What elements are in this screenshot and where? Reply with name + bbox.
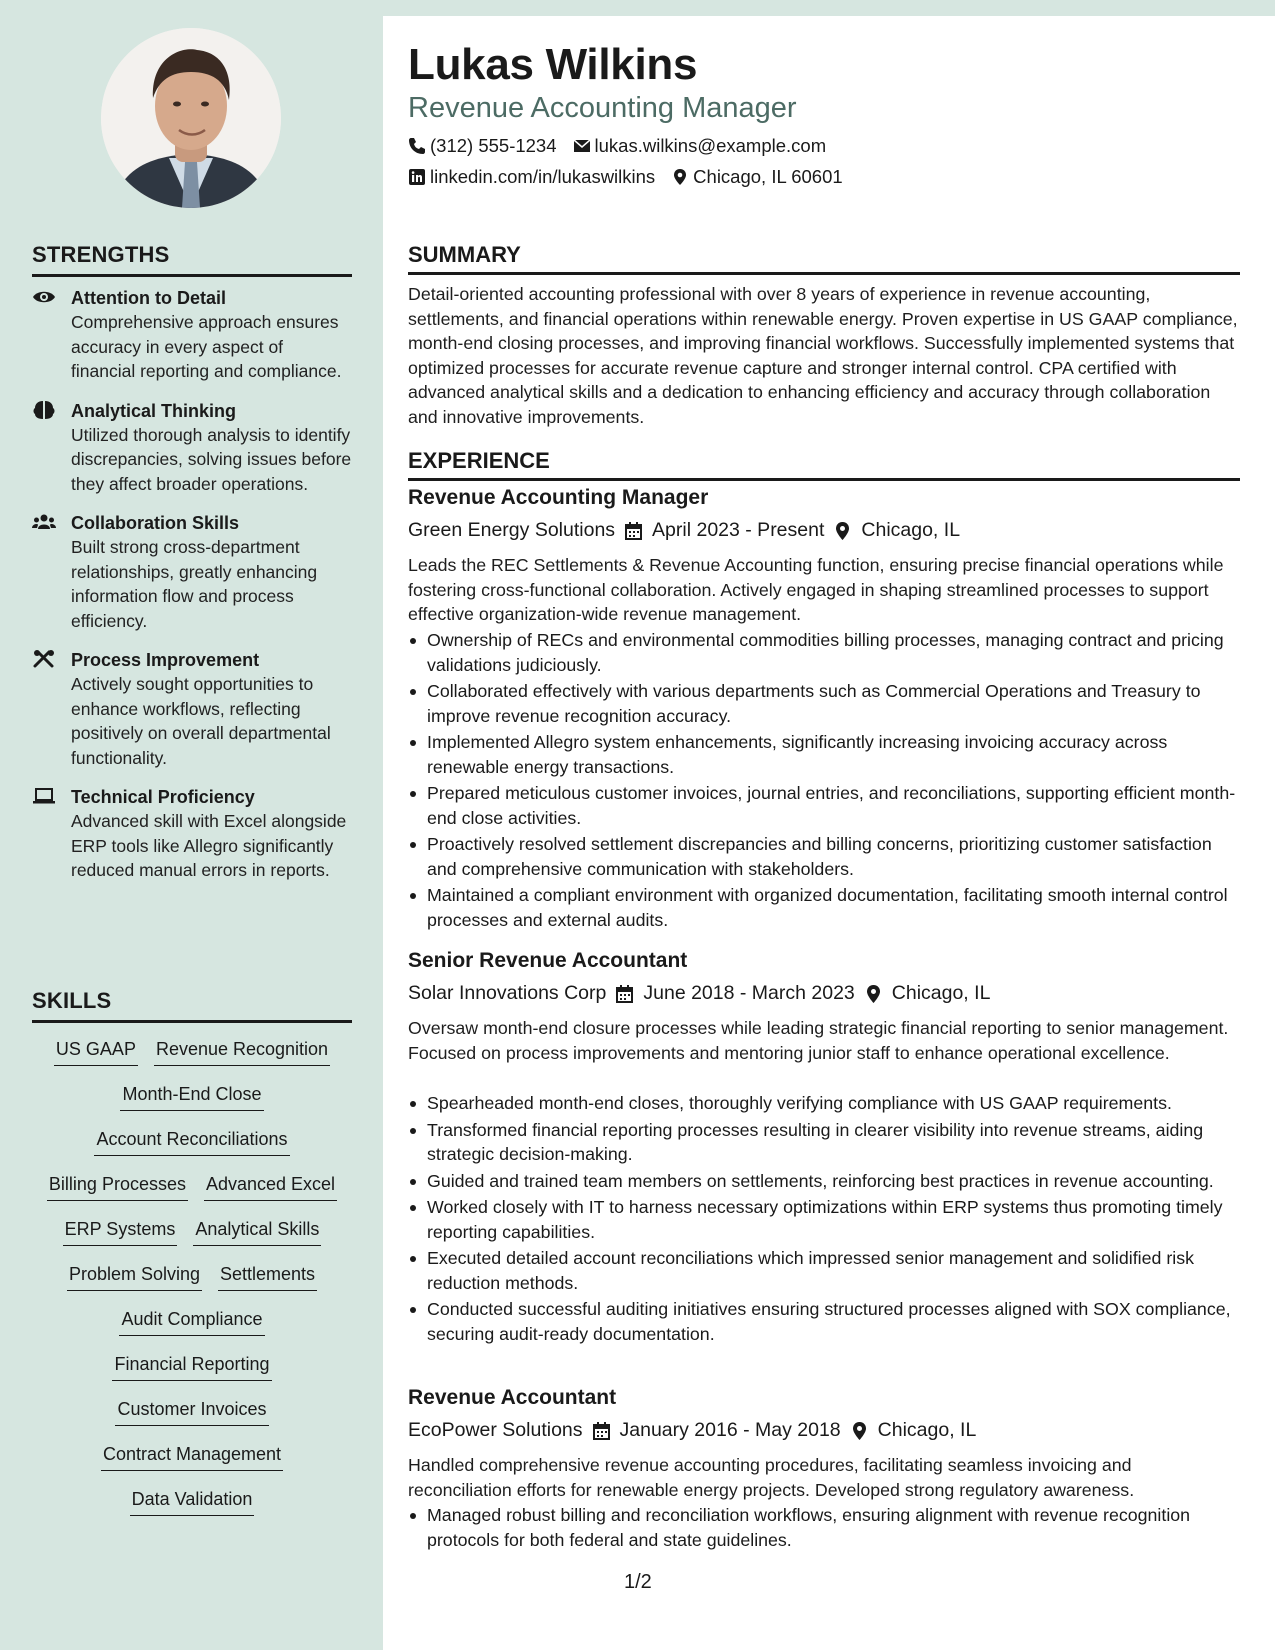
email-link[interactable]: lukas.wilkins@example.com xyxy=(594,135,827,156)
location-text: Chicago, IL 60601 xyxy=(693,166,843,187)
job-company: Green Energy Solutions xyxy=(408,519,616,541)
contact-row xyxy=(408,166,843,188)
experience-heading: EXPERIENCE xyxy=(408,448,1240,481)
job-dates: June 2018 - March 2023 xyxy=(643,982,855,1004)
job-location: Chicago, IL xyxy=(891,982,991,1004)
skill-tag: ERP Systems xyxy=(63,1216,178,1246)
job-bullets xyxy=(408,1091,1240,1348)
job-location: Chicago, IL xyxy=(861,519,961,541)
profile-photo xyxy=(101,28,281,208)
skill-tag: Revenue Recognition xyxy=(154,1036,330,1066)
location-pin-icon xyxy=(864,984,883,1004)
bullet-item: Ownership of RECs and environmental commodities billing processes, managing contract and pricing validations judiciously. xyxy=(408,628,1240,677)
bullet-item: Transformed financial reporting processes resulting in clearer visibility into revenue streams, aiding strategic decision-making. xyxy=(408,1118,1240,1167)
job-dates: January 2016 - May 2018 xyxy=(619,1419,841,1441)
job-company: EcoPower Solutions xyxy=(408,1419,583,1441)
bullet-item: Executed detailed account reconciliations which impressed senior management and solidified risk reduction methods. xyxy=(408,1246,1240,1295)
skill-tag: Financial Reporting xyxy=(112,1351,271,1381)
bullet-item: Prepared meticulous customer invoices, journal entries, and reconciliations, supporting efficient month-end close activities. xyxy=(408,781,1240,830)
phone-icon xyxy=(408,137,426,155)
job-title: Senior Revenue Accountant xyxy=(408,949,688,972)
location-pin-icon xyxy=(671,168,689,186)
linkedin-link[interactable]: linkedin.com/in/lukaswilkins xyxy=(430,166,656,187)
envelope-icon xyxy=(573,137,591,155)
job-description: Oversaw month-end closure processes while leading strategic financial reporting to senior management. Focused on process improvements and mentoring junior staff to enhance operational excellence. xyxy=(408,1018,1229,1063)
bullet-item: Conducted successful auditing initiatives ensuring structured processes aligned with SOX compliance, securing audit-ready documentation. xyxy=(408,1297,1240,1346)
skill-tag: Settlements xyxy=(218,1261,317,1291)
strength-desc: Comprehensive approach ensures accuracy in every aspect of financial reporting and compliance. xyxy=(71,312,342,381)
skill-tag: Account Reconciliations xyxy=(94,1126,289,1156)
job-bullets xyxy=(408,1503,1240,1554)
tools-icon xyxy=(32,649,56,669)
summary-text: Detail-oriented accounting professional with over 8 years of experience in revenue accounting, settlements, and financial operations within renewable energy. Proven expertise in US GAAP compliance, month-end closing processes, and improving financial workflows. Successfully implemented systems that optimized processes for accurate revenue capture and stronger internal control. CPA certified with advanced analytical skills and a dedication to enhancing efficiency and accuracy through collaboration and innovative improvements. xyxy=(408,284,1238,427)
job-meta xyxy=(408,519,960,542)
job-company: Solar Innovations Corp xyxy=(408,982,607,1004)
strength-title: Technical Proficiency xyxy=(71,787,255,807)
summary-heading: SUMMARY xyxy=(408,242,1240,275)
bullet-item: Implemented Allegro system enhancements, significantly increasing invoicing accuracy across renewable energy transactions. xyxy=(408,730,1240,779)
job-location: Chicago, IL xyxy=(877,1419,977,1441)
strength-desc: Utilized thorough analysis to identify discrepancies, solving issues before they affect broader operations. xyxy=(71,424,352,494)
candidate-role: Revenue Accounting Manager xyxy=(408,92,797,124)
job-title: Revenue Accounting Manager xyxy=(408,486,709,509)
bullet-item: Proactively resolved settlement discrepancies and billing concerns, prioritizing customer satisfaction and comprehensive communication with stakeholders. xyxy=(408,832,1240,881)
location-pin-icon xyxy=(850,1421,869,1441)
skill-tag: US GAAP xyxy=(54,1036,138,1066)
bullet-item: Collaborated effectively with various departments such as Commercial Operations and Treasury to improve revenue recognition accuracy. xyxy=(408,679,1240,728)
calendar-icon xyxy=(615,984,634,1004)
calendar-icon xyxy=(624,521,643,541)
strength-title: Process Improvement xyxy=(71,650,260,670)
skill-tag: Contract Management xyxy=(101,1441,283,1471)
strength-item xyxy=(32,286,352,384)
strength-desc: Actively sought opportunities to enhance workflows, reflecting positively on overall departmental functionality. xyxy=(71,674,331,768)
strength-item xyxy=(32,648,352,770)
strengths-list xyxy=(32,286,352,898)
job-meta xyxy=(408,982,990,1005)
bullet-item: Spearheaded month-end closes, thoroughly verifying compliance with US GAAP requirements. xyxy=(408,1091,1240,1116)
bullet-item: Maintained a compliant environment with organized documentation, facilitating smooth internal control processes and external audits. xyxy=(408,883,1240,932)
phone-text[interactable]: (312) 555-1234 xyxy=(430,135,557,156)
job-meta xyxy=(408,1419,976,1442)
skill-tag: Month-End Close xyxy=(120,1081,263,1111)
strength-item xyxy=(32,399,352,497)
users-icon xyxy=(32,512,56,532)
strengths-heading: STRENGTHS xyxy=(32,242,352,277)
job-description: Leads the REC Settlements & Revenue Accounting function, ensuring precise financial operations while fostering cross-functional collaboration. Actively engaged in shaping streamlined processes to support effective organization-wide revenue management. xyxy=(408,555,1224,624)
contact-row xyxy=(408,135,826,157)
strength-title: Attention to Detail xyxy=(71,288,226,308)
strength-item xyxy=(32,785,352,883)
skill-tag: Data Validation xyxy=(130,1486,255,1516)
laptop-icon xyxy=(32,786,56,806)
job-description: Handled comprehensive revenue accounting procedures, facilitating seamless invoicing and reconciliation efforts for renewable energy projects. Developed strong regulatory awareness. xyxy=(408,1455,1135,1500)
strength-title: Collaboration Skills xyxy=(71,513,240,533)
skill-tag: Audit Compliance xyxy=(119,1306,264,1336)
strength-desc: Advanced skill with Excel alongside ERP tools like Allegro significantly reduced manual errors in reports. xyxy=(71,811,347,880)
skills-list xyxy=(32,1036,352,1531)
linkedin-icon xyxy=(408,168,426,186)
bullet-item: Guided and trained team members on settlements, reinforcing best practices in revenue accounting. xyxy=(408,1169,1240,1194)
bullet-item: Worked closely with IT to harness necessary optimizations within ERP systems thus promoting timely reporting capabilities. xyxy=(408,1195,1240,1244)
page-number: 1/2 xyxy=(624,1571,652,1593)
strength-desc: Built strong cross-department relationships, greatly enhancing information flow and process efficiency. xyxy=(71,537,318,631)
skill-tag: Advanced Excel xyxy=(204,1171,337,1201)
eye-icon xyxy=(32,287,56,307)
candidate-name: Lukas Wilkins xyxy=(408,40,698,89)
brain-icon xyxy=(32,400,56,420)
skill-tag: Billing Processes xyxy=(47,1171,188,1201)
calendar-icon xyxy=(592,1421,611,1441)
bullet-item: Managed robust billing and reconciliation workflows, ensuring alignment with revenue recognition protocols for both federal and state guidelines. xyxy=(408,1503,1240,1552)
job-bullets xyxy=(408,628,1240,934)
job-dates: April 2023 - Present xyxy=(652,519,825,541)
skills-heading: SKILLS xyxy=(32,988,352,1023)
location-pin-icon xyxy=(833,521,852,541)
job-title: Revenue Accountant xyxy=(408,1386,617,1409)
skill-tag: Analytical Skills xyxy=(193,1216,321,1246)
skill-tag: Problem Solving xyxy=(67,1261,202,1291)
strength-item xyxy=(32,511,352,633)
skill-tag: Customer Invoices xyxy=(115,1396,268,1426)
strength-title: Analytical Thinking xyxy=(71,400,237,421)
